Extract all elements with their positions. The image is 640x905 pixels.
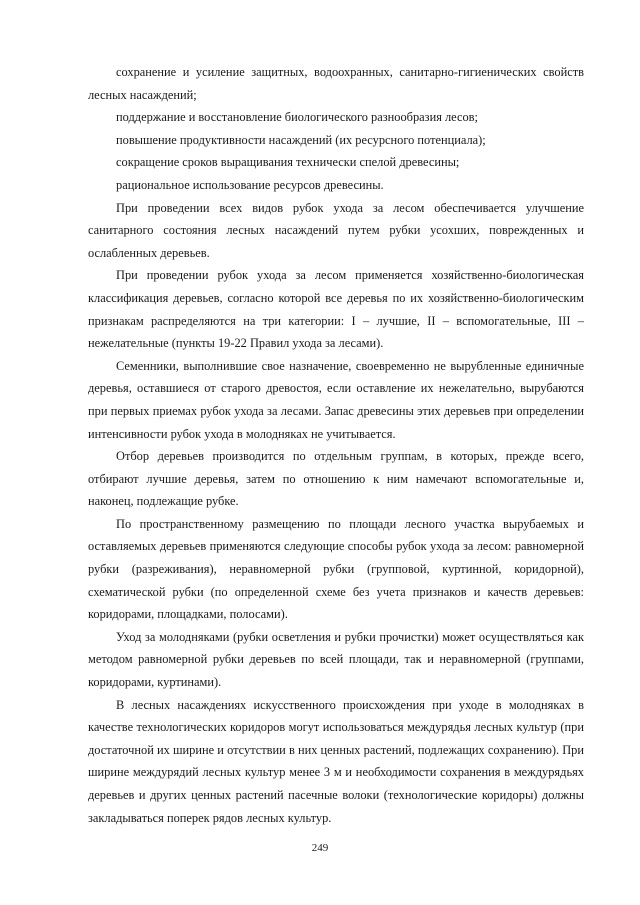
body-text: [88, 61, 584, 829]
paragraph-1: сохранение и усиление защитных, водоохранных, санитарно-гигиенических свойств лесных насаждений;: [88, 65, 584, 102]
paragraph-selection: Отбор деревьев производится по отдельным группам, в которых, прежде всего, отбирают лучшие деревья, затем по отношению к ним намечают вспомогательные и, наконец, подлежащие рубке.: [88, 449, 584, 509]
paragraph-spatial-methods: По пространственному размещению по площади лесного участка вырубаемых и оставляемых деревьев применяются следующие способы рубок ухода за лесом: равномерной рубки (разреживания), неравномерной рубки (групповой, куртинной, коридорной), схематической рубки (по определенной схеме без учета признаков и качеств деревьев: коридорами, площадками, полосами).: [88, 516, 584, 622]
list-item-biodiversity: поддержание и восстановление биологического разнообразия лесов;: [116, 110, 478, 125]
paragraph-sanitary: При проведении всех видов рубок ухода за лесом обеспечивается улучшение санитарного состояния лесных насаждений путем рубки усохших, поврежденных и ослабленных деревьев.: [88, 200, 584, 260]
paragraph-seed-trees: Семенники, выполнившие свое назначение, своевременно не вырубленные единичные деревья, оставшиеся от старого древостоя, если оставление их нежелательно, вырубаются при первых приемах рубок ухода за лесами. Запас древесины этих деревьев при определении интенсивности рубок ухода в молодняках не учитывается.: [88, 358, 584, 441]
paragraph-young-stands: Уход за молодняками (рубки осветления и рубки прочистки) может осуществляться как методом равномерной рубки деревьев по всей площади, так и неравномерной (группами, коридорами, куртинами).: [88, 629, 584, 690]
list-item-rational-use: рациональное использование ресурсов древесины.: [116, 177, 384, 192]
paragraph-classification: При проведении рубок ухода за лесом применяется хозяйственно-биологическая классификация деревьев, согласно которой все деревья по их хозяйственно-биологическим признакам распределяются на три категории: I – лучшие, II – вспомогательные, III – нежелательные (пункты 19-22 Правил ухода за лесами).: [88, 268, 584, 351]
page-number: 249: [311, 842, 329, 854]
paragraph-plantations: В лесных насаждениях искусственного происхождения при уходе в молодняках в качестве технологических коридоров могут использоваться междурядья лесных культур (при достаточной их ширине и отсутствии в них ценных растений, подлежащих сохранению). При ширине междурядий лесных культур менее 3 м и необходимости сохранения в междурядьях деревьев и других ценных растений пасечные волоки (технологические коридоры) должны закладываться поперек рядов лесных культур.: [88, 697, 584, 825]
list-item-growing-period: сокращение сроков выращивания технически спелой древесины;: [116, 155, 460, 170]
list-item-productivity: повышение продуктивности насаждений (их ресурсного потенциала);: [116, 132, 486, 147]
